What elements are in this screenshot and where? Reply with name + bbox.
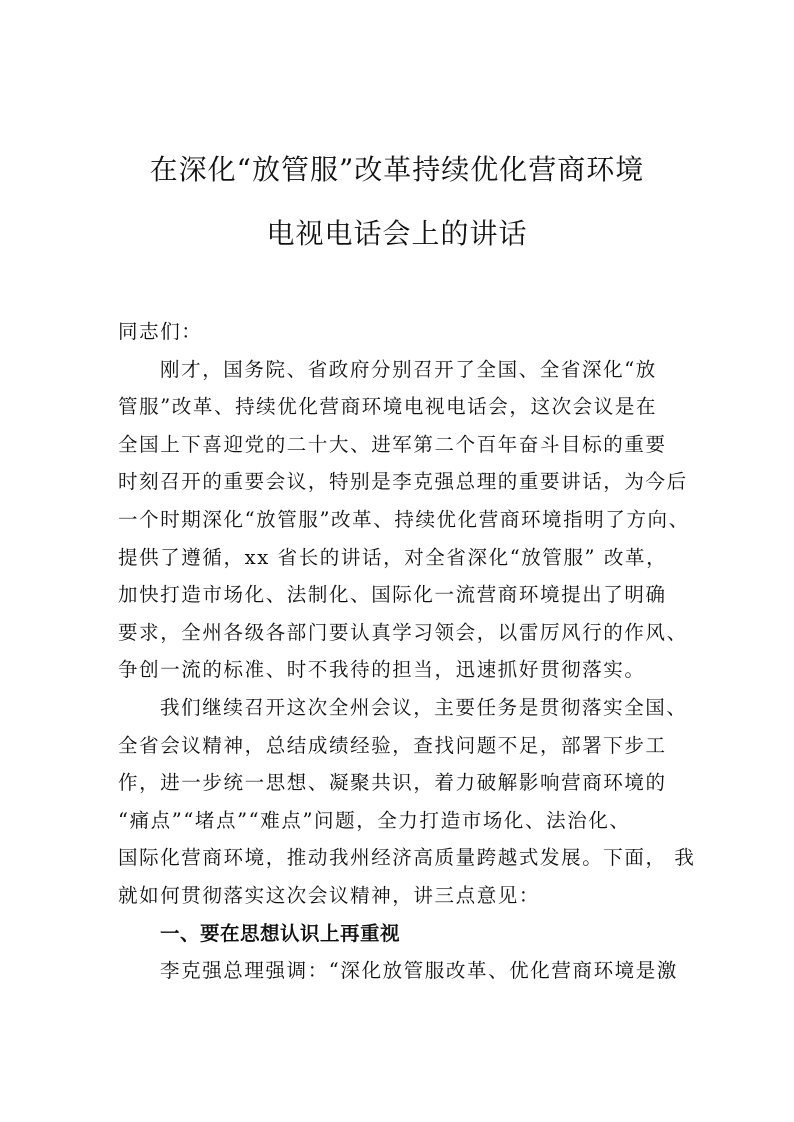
- paragraph: [118, 952, 688, 990]
- text-line: 时刻召开的重要会议，特别是李克强总理的重要讲话，为今后: [118, 470, 688, 494]
- text-line: 全省会议精神，总结成绩经验，查找问题不足，部署下步工: [118, 733, 667, 757]
- text-line: “痛点”“堵点”“难点”问题，全力打造市场化、法治化、: [118, 808, 631, 832]
- paragraph: [118, 351, 688, 689]
- document-title-line-2: 电视电话会上的讲话: [266, 217, 528, 250]
- text-line: 同志们：: [118, 320, 203, 343]
- text-line: 要求，全州各级各部门要认真学习领会，以雷厉风行的作风、: [118, 620, 688, 644]
- text-line: 加快打造市场化、法制化、国际化一流营商环境提出了明确: [118, 583, 667, 607]
- text-line: 作，进一步统一思想、凝聚共识，着力破解影响营商环境的: [118, 771, 667, 795]
- text-line: 争创一流的标准、时不我待的担当，迅速抓好贯彻落实。: [118, 658, 646, 682]
- text-line: 国际化营商环境，推动我州经济高质量跨越式发展。下面， 我: [118, 846, 696, 870]
- text-line: 李克强总理强调：“深化放管服改革、优化营商环境是激: [160, 959, 678, 983]
- text-line: 一、要在思想认识上再重视: [160, 921, 401, 945]
- section-heading: [118, 915, 688, 953]
- paragraph: [118, 689, 696, 915]
- text-line: 提供了遵循，xx 省长的讲话，对全省深化“放管服” 改革，: [118, 545, 668, 569]
- document-body: [118, 313, 696, 990]
- document-title-line-1: 在深化“放管服”改革持续优化营商环境: [149, 153, 645, 186]
- text-line: 我们继续召开这次全州会议，主要任务是贯彻落实全国、: [160, 695, 688, 719]
- paragraph: [118, 313, 688, 351]
- text-line: 管服”改革、持续优化营商环境电视电话会，这次会议是在: [118, 395, 658, 419]
- text-line: 就如何贯彻落实这次会议精神，讲三点意见：: [118, 883, 541, 907]
- text-line: 全国上下喜迎党的二十大、进军第二个百年奋斗目标的重要: [118, 432, 667, 456]
- text-line: 刚才，国务院、省政府分别召开了全国、全省深化“放: [160, 357, 657, 381]
- text-line: 一个时期深化“放管服”改革、持续优化营商环境指明了方向、: [118, 507, 690, 531]
